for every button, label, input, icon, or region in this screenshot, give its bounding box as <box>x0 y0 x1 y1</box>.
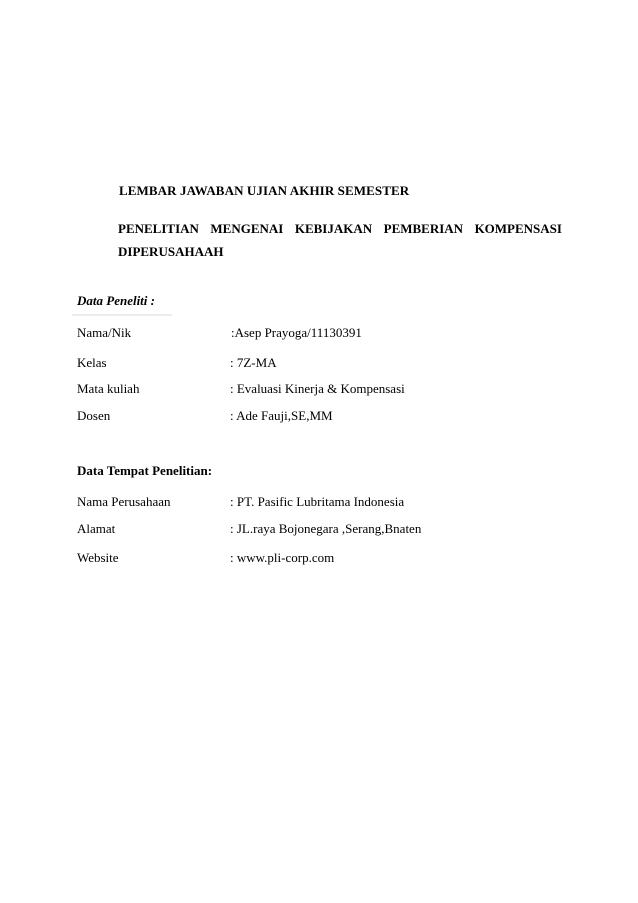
field-label: Mata kuliah <box>77 381 140 396</box>
place-row-website <box>77 550 477 568</box>
field-value: : Evaluasi Kinerja & Kompensasi <box>230 381 405 396</box>
document-title: LEMBAR JAWABAN UJIAN AKHIR SEMESTER <box>119 183 410 198</box>
research-title-line-2: DIPERUSAHAAH <box>118 244 224 259</box>
research-title <box>118 217 562 263</box>
researcher-section-heading: Data Peneliti : <box>77 293 155 308</box>
research-title-word: MENGENAI <box>210 221 284 236</box>
research-title-word: PEMBERIAN <box>383 221 464 236</box>
field-value: :Asep Prayoga/11130391 <box>231 325 362 340</box>
field-value: : www.pli-corp.com <box>230 550 335 565</box>
researcher-row-lecturer <box>77 408 477 426</box>
research-title-word: PENELITIAN <box>118 221 199 236</box>
researcher-row-name <box>77 325 477 343</box>
research-title-line-1 <box>118 217 562 240</box>
field-label: Dosen <box>77 408 111 423</box>
field-value: : 7Z-MA <box>230 355 277 370</box>
field-value: : PT. Pasific Lubritama Indonesia <box>230 494 405 509</box>
research-title-word: KOMPENSASI <box>474 221 562 236</box>
researcher-row-class <box>77 355 477 373</box>
researcher-row-course <box>77 381 477 399</box>
place-row-address <box>77 521 477 539</box>
field-label: Alamat <box>77 521 116 536</box>
field-label: Nama/Nik <box>77 325 132 340</box>
section-heading-underline <box>72 314 172 316</box>
field-label: Kelas <box>77 355 107 370</box>
place-row-company <box>77 494 477 512</box>
research-title-word: KEBIJAKAN <box>294 221 373 236</box>
place-section-heading: Data Tempat Penelitian: <box>77 463 213 478</box>
field-value: : JL.raya Bojonegara ,Serang,Bnaten <box>230 521 422 536</box>
field-label: Website <box>77 550 119 565</box>
field-label: Nama Perusahaan <box>77 494 171 509</box>
field-value: : Ade Fauji,SE,MM <box>230 408 333 423</box>
